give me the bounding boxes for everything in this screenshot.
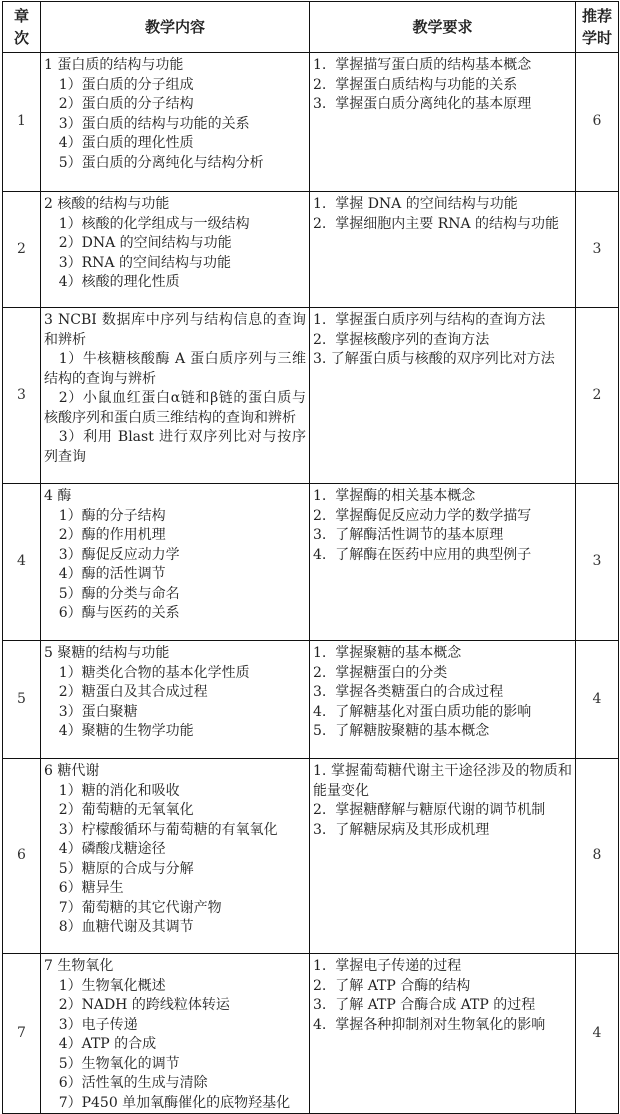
requirement-item: 1. 掌握聚糖的基本概念	[313, 645, 462, 661]
requirement-item: 2. 掌握细胞内主要 RNA 的结构与功能	[313, 215, 560, 232]
table-row	[3, 954, 619, 1114]
content-item: 6）酶与医药的关系	[58, 605, 180, 621]
content-item: 2）酶的作用机理	[58, 527, 166, 543]
chapter-title: 7 生物氧化	[44, 958, 114, 974]
content-cell	[41, 641, 310, 759]
content-item: 4）聚糖的生物学功能	[58, 723, 194, 739]
content-item: 4）ATP 的合成	[58, 1036, 157, 1052]
hours-cell: 4	[576, 954, 619, 1114]
requirement-item: 1. 掌握电子传递的过程	[313, 958, 462, 974]
header-chapter: 章次	[3, 2, 41, 53]
requirement-item: 4. 了解糖基化对蛋白质功能的影响	[313, 703, 532, 720]
requirement-item: 2. 了解 ATP 合酶的结构	[313, 977, 471, 994]
content-item: 1）酶的分子结构	[58, 507, 166, 524]
hours-cell: 3	[576, 484, 619, 641]
hours-cell: 2	[576, 308, 619, 484]
content-item: 1）生物氧化概述	[58, 977, 166, 994]
chapter-title: 3 NCBI 数据库中序列与结构信息的查询和辨析	[44, 312, 306, 348]
requirement-item: 1. 掌握 DNA 的空间结构与功能	[313, 196, 518, 212]
header-content: 教学内容	[41, 2, 310, 53]
content-item: 1）核酸的化学组成与一级结构	[58, 215, 250, 232]
content-item: 4）磷酸戊糖途径	[58, 841, 166, 857]
chapter-title: 6 糖代谢	[44, 763, 100, 779]
table-row	[3, 53, 619, 192]
requirements-cell	[310, 484, 576, 641]
content-item: 3）RNA 的空间结构与功能	[58, 254, 231, 271]
content-item: 5）酶的分类与命名	[58, 585, 180, 602]
content-cell	[41, 308, 310, 484]
content-item: 5）蛋白质的分离纯化与结构分析	[58, 154, 264, 171]
requirement-item: 2. 掌握糖蛋白的分类	[313, 664, 448, 681]
requirements-cell	[310, 641, 576, 759]
content-item: 4）酶的活性调节	[58, 566, 166, 582]
chapter-title: 2 核酸的结构与功能	[44, 196, 170, 212]
chapter-cell: 1	[3, 53, 41, 192]
requirement-item: 3. 了解 ATP 合酶合成 ATP 的过程	[313, 997, 536, 1013]
content-item: 7）P450 单加氧酶催化的底物羟基化	[58, 1094, 291, 1111]
content-cell	[41, 759, 310, 954]
chapter-title: 5 聚糖的结构与功能	[44, 645, 170, 661]
chapter-cell: 6	[3, 759, 41, 954]
requirement-item: 2. 掌握糖酵解与糖原代谢的调节机制	[313, 802, 546, 818]
syllabus-table	[2, 1, 619, 1114]
content-item: 4）蛋白质的理化性质	[58, 135, 194, 151]
content-item: 3）蛋白聚糖	[58, 703, 138, 720]
header-hours: 推荐学时	[576, 2, 619, 53]
table-row	[3, 641, 619, 759]
content-item: 2）NADH 的跨线粒体转运	[58, 997, 230, 1013]
requirement-item: 1. 掌握酶的相关基本概念	[313, 488, 476, 504]
table-row	[3, 484, 619, 641]
hours-cell: 3	[576, 192, 619, 308]
content-item: 2）蛋白质的分子结构	[58, 96, 194, 112]
requirements-cell	[310, 53, 576, 192]
requirement-item: 2. 掌握酶促反应动力学的数学描写	[313, 507, 532, 524]
requirement-item: 3. 掌握蛋白质分离纯化的基本原理	[313, 96, 532, 112]
chapter-cell: 4	[3, 484, 41, 641]
chapter-cell: 2	[3, 192, 41, 308]
chapter-cell: 3	[3, 308, 41, 484]
requirement-item: 2. 掌握蛋白质结构与功能的关系	[313, 76, 518, 93]
requirement-item: 3. 了解糖尿病及其形成机理	[313, 821, 490, 838]
content-item: 8）血糖代谢及其调节	[58, 919, 194, 935]
header-requirements: 教学要求	[310, 2, 576, 53]
hours-cell: 6	[576, 53, 619, 192]
table-row	[3, 759, 619, 954]
requirement-item: 3. 掌握各类糖蛋白的合成过程	[313, 684, 504, 700]
chapter-title: 1 蛋白质的结构与功能	[44, 57, 184, 73]
requirements-cell	[310, 192, 576, 308]
chapter-cell: 5	[3, 641, 41, 759]
content-item: 3）酶促反应动力学	[58, 546, 180, 563]
content-item: 6）活性氧的生成与清除	[58, 1075, 208, 1091]
hours-cell: 8	[576, 759, 619, 954]
table-row	[3, 192, 619, 308]
requirement-item: 1. 掌握蛋白质序列与结构的查询方法	[313, 312, 546, 328]
content-cell	[41, 53, 310, 192]
content-cell	[41, 484, 310, 641]
content-item: 3）蛋白质的结构与功能的关系	[58, 115, 250, 132]
content-item: 2）DNA 的空间结构与功能	[58, 235, 232, 251]
content-item: 6）糖异生	[58, 880, 124, 896]
requirement-item: 4. 掌握各种抑制剂对生物氧化的影响	[313, 1016, 546, 1033]
hours-cell: 4	[576, 641, 619, 759]
content-item: 4）核酸的理化性质	[58, 274, 180, 290]
content-item: 5）生物氧化的调节	[58, 1055, 180, 1072]
content-item: 7）葡萄糖的其它代谢产物	[58, 899, 222, 916]
requirement-item: 3. 了解酶活性调节的基本原理	[313, 527, 504, 543]
chapter-cell: 7	[3, 954, 41, 1114]
requirements-cell	[310, 759, 576, 954]
requirements-cell	[310, 308, 576, 484]
requirement-item: 1. 掌握葡萄糖代谢主干途径涉及的物质和能量变化	[313, 763, 572, 799]
content-item: 5）糖原的合成与分解	[58, 860, 194, 877]
chapter-title: 4 酶	[44, 488, 72, 504]
requirement-item: 3. 了解蛋白质与核酸的双序列比对方法	[313, 351, 555, 367]
requirements-cell	[310, 954, 576, 1114]
content-item: 2）小鼠血红蛋白α链和β链的蛋白质与核酸序列和蛋白质三维结构的查询和辨析	[44, 390, 306, 426]
content-item: 2）糖蛋白及其合成过程	[58, 684, 208, 700]
content-cell	[41, 954, 310, 1114]
content-item: 1）糖类化合物的基本化学性质	[58, 664, 250, 681]
content-item: 2）葡萄糖的无氧氧化	[58, 802, 194, 818]
content-item: 3）利用 Blast 进行双序列比对与按序列查询	[44, 429, 306, 465]
content-item: 1）牛核糖核酸酶 A 蛋白质序列与三维结构的查询与辨析	[44, 351, 306, 387]
table-row	[3, 308, 619, 484]
requirement-item: 4. 了解酶在医药中应用的典型例子	[313, 546, 532, 563]
requirement-item: 2. 掌握核酸序列的查询方法	[313, 331, 490, 348]
requirement-item: 5. 了解糖胺聚糖的基本概念	[313, 723, 490, 739]
content-item: 1）糖的消化和吸收	[58, 782, 180, 799]
content-item: 1）蛋白质的分子组成	[58, 76, 194, 93]
requirement-item: 1. 掌握描写蛋白质的结构基本概念	[313, 57, 532, 73]
content-cell	[41, 192, 310, 308]
content-item: 3）电子传递	[58, 1016, 138, 1033]
header-row	[3, 2, 619, 53]
content-item: 3）柠檬酸循环与葡萄糖的有氧氧化	[58, 821, 278, 838]
